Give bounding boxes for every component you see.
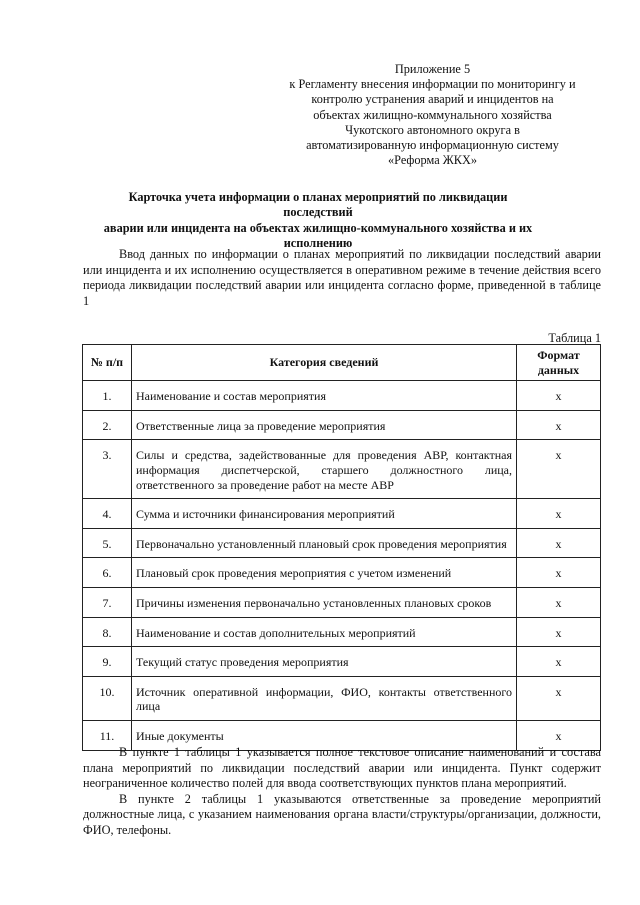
row-number: 8. xyxy=(83,617,132,647)
table-row xyxy=(83,558,601,588)
row-category: Иные документы xyxy=(132,720,517,750)
row-format: х xyxy=(517,587,601,617)
header-format: Формат данных xyxy=(517,345,601,381)
row-category: Причины изменения первоначально установленных плановых сроков xyxy=(132,587,517,617)
row-number: 6. xyxy=(83,558,132,588)
row-number: 2. xyxy=(83,410,132,440)
title-line: аварии или инцидента на объектах жилищно-коммунального хозяйства и их xyxy=(103,220,533,235)
title-line: исполнению xyxy=(283,236,353,251)
row-format: х xyxy=(517,647,601,677)
table-row xyxy=(83,410,601,440)
appendix-line: автоматизированную информационную систему xyxy=(306,138,559,153)
footer-paragraph: В пункте 1 таблицы 1 указывается полное текстовое описание наименований и состава плана мероприятий по ликвидации последствий аварии или инцидента. Пункт содержит неограниченное количество полей для ввода соответствующих пунктов плана мероприятий. xyxy=(83,745,601,791)
table-header-row xyxy=(83,345,601,381)
header-num: № п/п xyxy=(83,345,132,381)
row-category: Текущий статус проведения мероприятия xyxy=(132,647,517,677)
appendix-line: контролю устранения аварий и инцидентов на xyxy=(311,92,554,107)
row-format: х xyxy=(517,676,601,720)
footer-section xyxy=(83,745,601,839)
row-category: Плановый срок проведения мероприятия с учетом изменений xyxy=(132,558,517,588)
row-format: х xyxy=(517,440,601,499)
row-category: Источник оперативной информации, ФИО, контакты ответственного лица xyxy=(132,676,517,720)
row-number: 10. xyxy=(83,676,132,720)
table-row xyxy=(83,617,601,647)
row-category: Наименование и состав мероприятия xyxy=(132,381,517,411)
row-category: Сумма и источники финансирования мероприятий xyxy=(132,499,517,529)
appendix-line: Приложение 5 xyxy=(394,62,471,76)
header-category: Категория сведений xyxy=(132,345,517,381)
appendix-line: объектах жилищно-коммунального хозяйства xyxy=(313,107,552,122)
table-row xyxy=(83,499,601,529)
row-category: Наименование и состав дополнительных мероприятий xyxy=(132,617,517,647)
row-format: х xyxy=(517,720,601,750)
row-number: 11. xyxy=(83,720,132,750)
appendix-line: Чукотского автономного округа в xyxy=(345,122,520,137)
footer-paragraph: В пункте 2 таблицы 1 указываются ответственные за проведение мероприятий должностные лица, с указанием наименования органа власти/структуры/организации, должности, ФИО, телефоны. xyxy=(83,791,601,837)
table-row xyxy=(83,676,601,720)
title-line: Карточка учета информации о планах мероприятий по ликвидации последствий xyxy=(128,190,508,220)
table-row xyxy=(83,528,601,558)
table-body xyxy=(83,381,601,750)
row-number: 1. xyxy=(83,381,132,411)
table-label: Таблица 1 xyxy=(548,331,601,345)
row-number: 9. xyxy=(83,647,132,677)
table-row xyxy=(83,587,601,617)
table-row xyxy=(83,647,601,677)
intro-paragraph: Ввод данных по информации о планах мероприятий по ликвидации последствий аварии или инцидента и их исполнению осуществляется в оперативном режиме в течение действия всего периода ликвидации последствий аварии или инцидента согласно форме, приведенной в таблице 1 xyxy=(83,247,601,308)
row-format: х xyxy=(517,381,601,411)
row-number: 7. xyxy=(83,587,132,617)
row-category: Первоначально установленный плановый срок проведения мероприятия xyxy=(132,528,517,558)
row-number: 3. xyxy=(83,440,132,499)
row-format: х xyxy=(517,499,601,529)
intro-section xyxy=(83,247,601,309)
row-format: х xyxy=(517,617,601,647)
row-format: х xyxy=(517,558,601,588)
row-category: Силы и средства, задействованные для проведения АВР, контактная информация диспетчерской, старшего должностного лица, ответственного за проведение работ на месте АВР xyxy=(132,440,517,499)
row-format: х xyxy=(517,410,601,440)
appendix-block xyxy=(250,62,615,168)
info-table xyxy=(82,344,601,751)
table-row xyxy=(83,440,601,499)
row-format: х xyxy=(517,528,601,558)
table-row xyxy=(83,381,601,411)
appendix-line: «Реформа ЖКХ» xyxy=(388,153,477,168)
appendix-line: к Регламенту внесения информации по мониторингу и xyxy=(289,77,576,92)
row-category: Ответственные лица за проведение мероприятия xyxy=(132,410,517,440)
row-number: 4. xyxy=(83,499,132,529)
document-title xyxy=(96,190,540,252)
row-number: 5. xyxy=(83,528,132,558)
